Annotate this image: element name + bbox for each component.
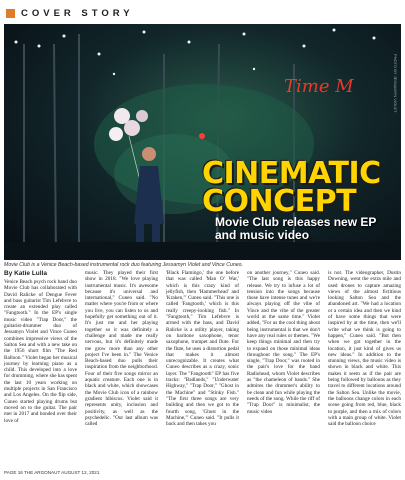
section-kicker: COVER STORY [21,7,134,19]
article-column-4: on another journey," Cuneo said. "The last song is this happy release. We try to infuse a lot of tension into the songs because those have intense tunes and we're always playing off the vibe of Vince and the vibe of the greater world at the same time." Violet added, "For us the cool thing about being instrumental is that we don't have any real rules or themes. "We keep things minimal and then try to expand on those minimal ideas throughout the song." The EP's single, "Trap Door," was rooted in the pair's love for the band Radiohead, whom Violet describes as "the chameleon of bands." She admires the drummer's ability to be clean and fun while playing the needs of the song. While the riff of "Trap Door" is minimalist, the music video [247,270,320,415]
article-column-1 [4,270,77,470]
headline-line-1: CINEMATIC [202,156,381,191]
photo-caption: Movie Club is a Venice Beach-based instrumental rock duo featuring Jessamyn Violet and Vince Cuneo. [4,262,243,268]
article-column-5: is not. The videographer, Dustin Downing, went the extra mile and used drones to capture amazing views of the almost fictitious looking Salton Sea and the abandoned art. "We had a location or a certain idea and then we kind of have some things that were inspired by at the time, then we'll write what we think is going to happen," Cuneo said. "But then when we got together in the location, it just kind of gives us new ideas." In addition to the stunning views, the music video is shown in black and white. This makes it seem as if the pair are being followed by balloons as they travel to different locations around the Salton Sea. Unlike the movie, the balloons change colors in each scene going from red, blue, black to purple, and then a mix of colors with a main group of white. Violet said the balloon choice [328,270,401,428]
article-column-3: 'Black Flamingo,' the one before that was called 'Man O' War,' which is this crazy kind of jellyfish, then 'Hammerhead' and 'Kraken,'" Cuneo said. "This one is called 'Fangtooth,' which is this really creepy-looking fish." In "Fangtooth," Tim Lefebvre is armed with the bass, and David Ralicke is a utility player, taking on baritone saxophone, tenor saxophone, trumpet and flute. For the flute, he uses a distortion pedal that makes it almost unrecognizable. It creates what Cuneo describes as a crazy, sonic layer. The "Fangtooth" EP has five tracks: "Badlands," "Underwater Highway," "Trap Door," "Ghost in the Machine" and "Stinky Fish." "The first three songs are very building and then we got to the fourth song, 'Ghost in the Machine,'" Cuneo said. "It pulls it back and then takes you [166,270,239,428]
headline-line-2: CONCEPT [202,184,357,219]
article-column-2: music. They played their first show in 2018. "We love playing instrumental music. It's awesome because it's universal and international," Cuneo said. "No matter where you're from or where you live, you can listen to us and hopefully get something out of it. It's just me and her playing together so it was definitely a challenge and made me really nervous, but it's definitely made me grow more than any other project I've been in." The Venice Beach-based duo pulls their inspiration from the neighborhood. Four of their five songs mirror an aquatic creature. Each one is in black and white, which showcases the Movie Club icon of a rainbow gradient hibiscus. Violet said it represents unity, inclusion and positivity, as well as the psychedelic. "Our last album was called [85,270,158,428]
headline [202,156,398,219]
svg-text:Time M: Time M [284,76,354,97]
column-text: Venice Beach psych rock band duo Movie Club has collaborated with David Ralicke of Dengue Fever and bass guitarist Tim Lefebvre to create an extended play called "Fangtooth." In the EP's single music video "Trap Door," the guitarist-drummer duo of Jessamyn Violet and Vince Cuneo combines impressive views of the Salton Sea and with a new take on the 1956 short film "The Red Balloon." Violet began her musical journey by learning piano as a child. This developed into a love for drumming, where she has spent the last 10 years working on multiple projects in San Francisco and Los Angeles. On the flip side, Cuneo started playing drums but moved on to the guitar. The pair met in 2017 and bonded over their love of [4,279,77,424]
subheadline: Movie Club releases new EP and music video [215,215,377,242]
section-marker-square [6,9,15,18]
byline: By Katie Lulla [4,270,47,277]
article-body [4,270,401,470]
section-header [6,6,134,20]
photo-credit: PHOTO BY JESSAMYN VIOLET [393,54,398,113]
page-footer: PAGE 16 THE ARGONAUT AUGUST 12, 2021 [4,470,100,475]
